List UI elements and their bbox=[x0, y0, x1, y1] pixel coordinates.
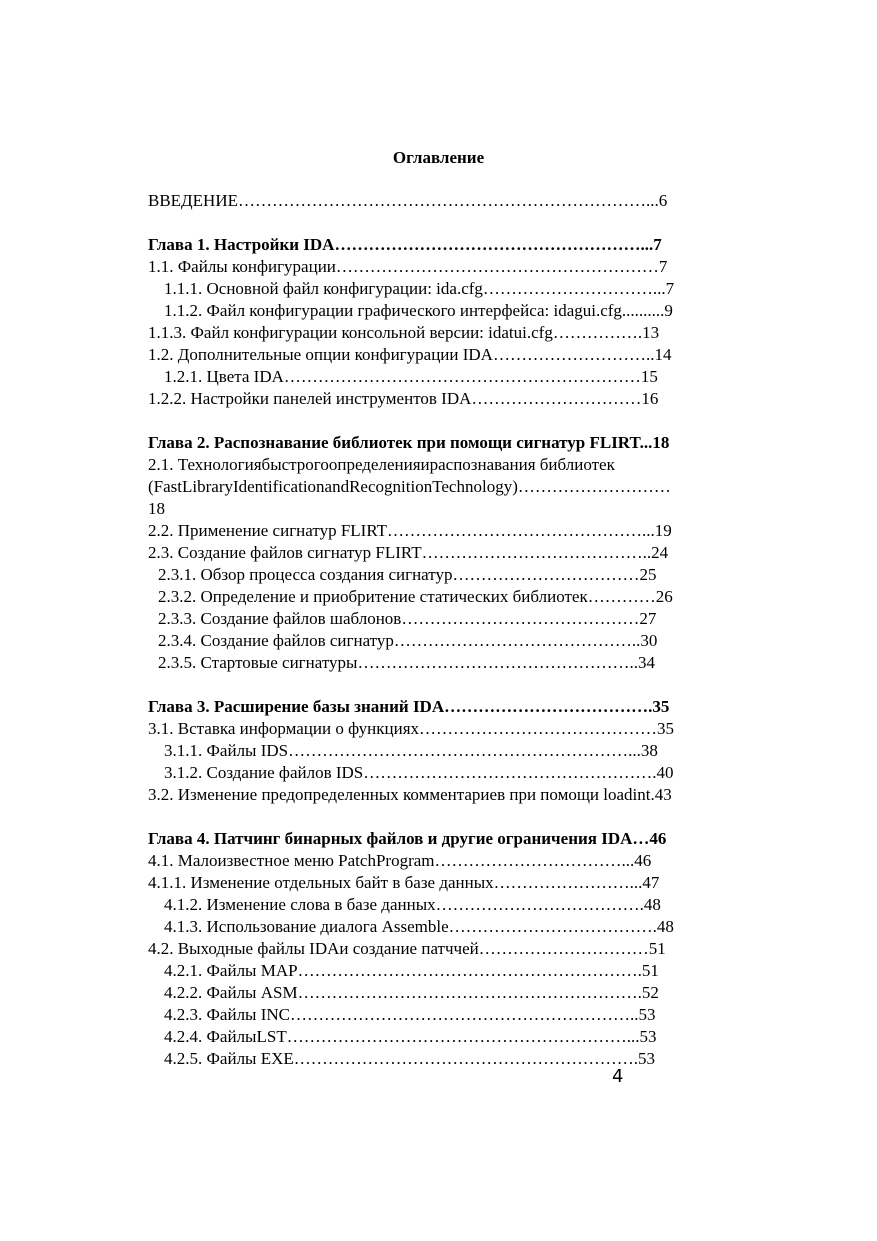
toc-entry-3-1-2: 3.1.2. Создание файлов IDS…………………………………………….40 bbox=[164, 763, 674, 782]
toc-chapter-3: Глава 3. Расширение базы знаний IDA……………………………….35 bbox=[148, 697, 670, 716]
toc-spacer bbox=[148, 674, 738, 696]
toc-entry-2-1-page: 18 bbox=[148, 499, 165, 518]
toc-entry-1-1-1: 1.1.1. Основной файл конфигурации: ida.cfg…………………………...7 bbox=[164, 279, 675, 298]
toc-entry-1-1: 1.1. Файлы конфигурации…………………………………………………7 bbox=[148, 257, 668, 276]
toc-entry-4-1-3: 4.1.3. Использование диалога Assemble……………………………….48 bbox=[164, 917, 674, 936]
toc-entry-4-2-3: 4.2.3. Файлы INC……………………………………………………..53 bbox=[164, 1005, 656, 1024]
toc-title: Оглавление bbox=[392, 148, 485, 167]
toc-entry-4-2-4: 4.2.4. ФайлыLST……………………………………………………...53 bbox=[164, 1027, 657, 1046]
toc-entry-introduction: ВВЕДЕНИЕ………………………………………………………………...6 bbox=[148, 191, 668, 210]
toc-entry-1-1-3: 1.1.3. Файл конфигурации консольной версии: idatui.cfg…………….13 bbox=[148, 323, 660, 342]
toc-chapter-2: Глава 2. Распознавание библиотек при помощи сигнатур FLIRT...18 bbox=[148, 433, 670, 452]
toc-entry-2-2: 2.2. Применение сигнатур FLIRT………………………………………...19 bbox=[148, 521, 672, 540]
toc-entry-1-2: 1.2. Дополнительные опции конфигурации IDA………………………..14 bbox=[148, 345, 672, 364]
toc-entry-2-3-3: 2.3.3. Создание файлов шаблонов……………………………………27 bbox=[158, 609, 657, 628]
toc-entry-3-2: 3.2. Изменение предопределенных комментариев при помощи loadint.43 bbox=[148, 785, 672, 804]
toc-spacer bbox=[148, 806, 738, 828]
toc-entry-4-1-2: 4.1.2. Изменение слова в базе данных……………………………….48 bbox=[164, 895, 661, 914]
toc-entry-3-1-1: 3.1.1. Файлы IDS……………………………………………………...38 bbox=[164, 741, 658, 760]
toc-entry-2-3: 2.3. Создание файлов сигнатур FLIRT…………………………………..24 bbox=[148, 543, 669, 562]
toc-entry-2-3-5: 2.3.5. Стартовые сигнатуры…………………………………………..34 bbox=[158, 653, 655, 672]
toc-chapter-1: Глава 1. Настройки IDA………………………………………………...7 bbox=[148, 235, 662, 254]
toc-entry-1-1-2: 1.1.2. Файл конфигурации графического интерфейса: idagui.cfg..........9 bbox=[164, 301, 673, 320]
toc-entry-2-3-1: 2.3.1. Обзор процесса создания сигнатур……………………………25 bbox=[158, 565, 657, 584]
toc-entry-2-3-2: 2.3.2. Определение и приобритение статических библиотек…………26 bbox=[158, 587, 673, 606]
toc-entry-4-2-5: 4.2.5. Файлы EXE…………………………………………………….53 bbox=[164, 1049, 656, 1068]
toc-entry-3-1: 3.1. Вставка информации о функциях……………………………………35 bbox=[148, 719, 675, 738]
toc-spacer bbox=[148, 212, 738, 234]
page-number: 4 bbox=[612, 1066, 624, 1087]
toc-entry-4-2-2: 4.2.2. Файлы ASM…………………………………………………….52 bbox=[164, 983, 659, 1002]
toc-spacer bbox=[148, 410, 738, 432]
toc-entry-2-1-cont: (FastLibraryIdentificationandRecognitionTechnology)……………………… bbox=[148, 477, 671, 496]
toc-entry-2-3-4: 2.3.4. Создание файлов сигнатур……………………………………..30 bbox=[158, 631, 658, 650]
toc-chapter-4: Глава 4. Патчинг бинарных файлов и другие ограничения IDA…46 bbox=[148, 829, 667, 848]
toc-entry-1-2-2: 1.2.2. Настройки панелей инструментов IDA…………………………16 bbox=[148, 389, 659, 408]
toc-entry-1-2-1: 1.2.1. Цвета IDA………………………………………………………15 bbox=[164, 367, 658, 386]
toc-entry-2-1: 2.1. Технологиябыстрогоопределенияираспознавания библиотек bbox=[148, 455, 615, 474]
table-of-contents bbox=[148, 190, 738, 1070]
toc-entry-4-2-1: 4.2.1. Файлы MAP…………………………………………………….51 bbox=[164, 961, 659, 980]
toc-entry-4-1: 4.1. Малоизвестное меню PatchProgram……………………………...46 bbox=[148, 851, 652, 870]
toc-entry-4-1-1: 4.1.1. Изменение отдельных байт в базе данных……………………...47 bbox=[148, 873, 660, 892]
toc-entry-4-2: 4.2. Выходные файлы IDAи создание патччей…………………………51 bbox=[148, 939, 666, 958]
